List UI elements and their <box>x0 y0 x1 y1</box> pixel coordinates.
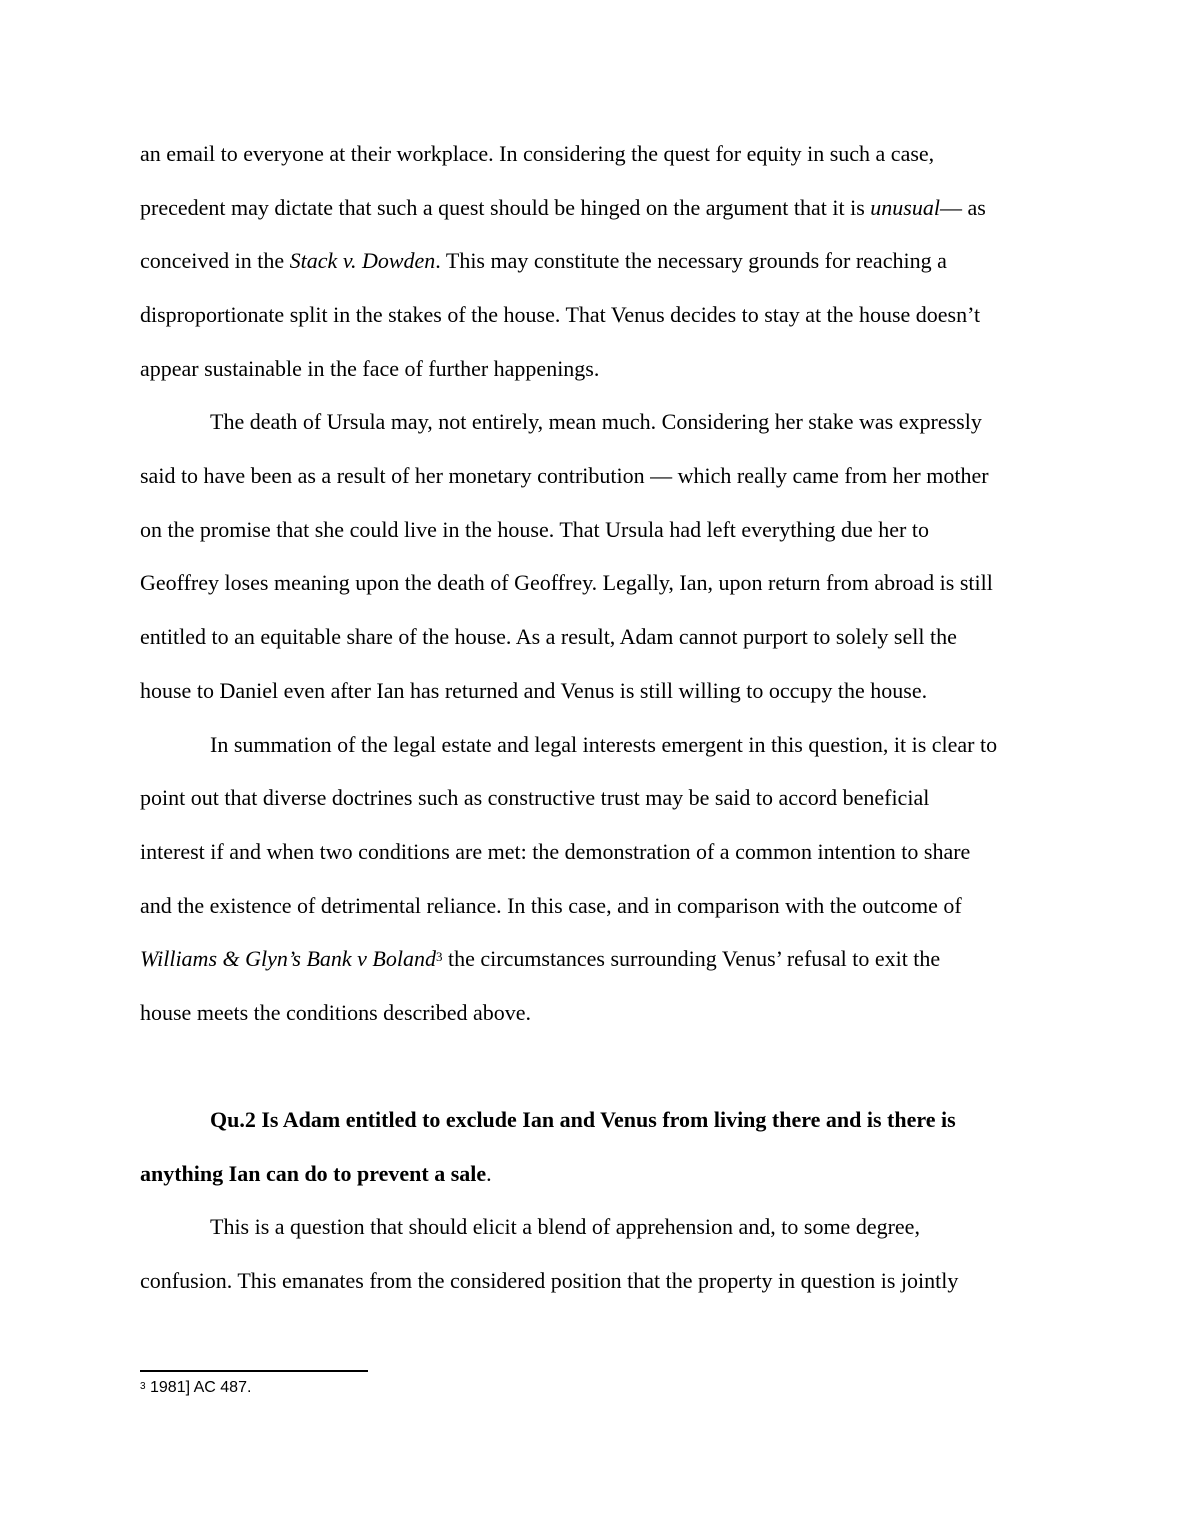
paragraph-2-line-1: The death of Ursula may, not entirely, mean much. Considering her stake was expressly <box>210 409 982 434</box>
question-2-heading-line-1: Qu.2 Is Adam entitled to exclude Ian and Venus from living there and is there is <box>210 1107 956 1132</box>
paragraph-1-line-1: an email to everyone at their workplace. In considering the quest for equity in such a case, <box>140 141 935 166</box>
paragraph-2-line-2: said to have been as a result of her monetary contribution — which really came from her mother <box>140 463 989 488</box>
italic-term-unusual: unusual <box>870 195 940 220</box>
footnote-text: 1981] AC 487. <box>145 1379 252 1396</box>
paragraph-1-line-4: disproportionate split in the stakes of the house. That Venus decides to stay at the house doesn’t <box>140 302 981 327</box>
paragraph-3-line-5: Williams & Glyn’s Bank v Boland$^3$ the circumstances surrounding Venus’ refusal to exit the <box>140 946 941 971</box>
question-2-heading-line-2: anything Ian can do to prevent a sale. <box>140 1161 492 1186</box>
paragraph-1-line-2: precedent may dictate that such a quest should be hinged on the argument that it is unusual— as <box>140 195 986 220</box>
paragraph-2-line-6: house to Daniel even after Ian has returned and Venus is still willing to occupy the house. <box>140 678 928 703</box>
footnote-separator <box>140 1370 368 1372</box>
paragraph-3-line-6: house meets the conditions described above. <box>140 1000 532 1025</box>
paragraph-2-line-4: Geoffrey loses meaning upon the death of Geoffrey. Legally, Ian, upon return from abroad is still <box>140 570 993 595</box>
footnote-reference[interactable]: 3 <box>435 949 443 964</box>
case-citation-stack-v-dowden: Stack v. Dowden <box>289 248 436 273</box>
case-citation-williams-glyns-bank: Williams & Glyn’s Bank v Boland <box>140 946 436 971</box>
paragraph-3-line-3: interest if and when two conditions are met: the demonstration of a common intention to share <box>140 839 971 864</box>
paragraph-2-line-3: on the promise that she could live in the house. That Ursula had left everything due her to <box>140 517 929 542</box>
paragraph-3-line-2: point out that diverse doctrines such as constructive trust may be said to accord beneficial <box>140 785 930 810</box>
paragraph-1-line-5: appear sustainable in the face of further happenings. <box>140 356 600 381</box>
footnote <box>140 1378 251 1398</box>
paragraph-2-line-5: entitled to an equitable share of the house. As a result, Adam cannot purport to solely sell the <box>140 624 957 649</box>
footnote-number: 3 <box>140 1381 146 1392</box>
paragraph-4-line-1: This is a question that should elicit a blend of apprehension and, to some degree, <box>210 1214 920 1239</box>
paragraph-4-line-2: confusion. This emanates from the considered position that the property in question is jointly <box>140 1268 959 1293</box>
paragraph-3-line-4: and the existence of detrimental reliance. In this case, and in comparison with the outcome of <box>140 893 962 918</box>
paragraph-1-line-3: conceived in the Stack v. Dowden. This may constitute the necessary grounds for reaching a <box>140 248 947 273</box>
paragraph-3-line-1: In summation of the legal estate and legal interests emergent in this question, it is clear to <box>210 732 998 757</box>
